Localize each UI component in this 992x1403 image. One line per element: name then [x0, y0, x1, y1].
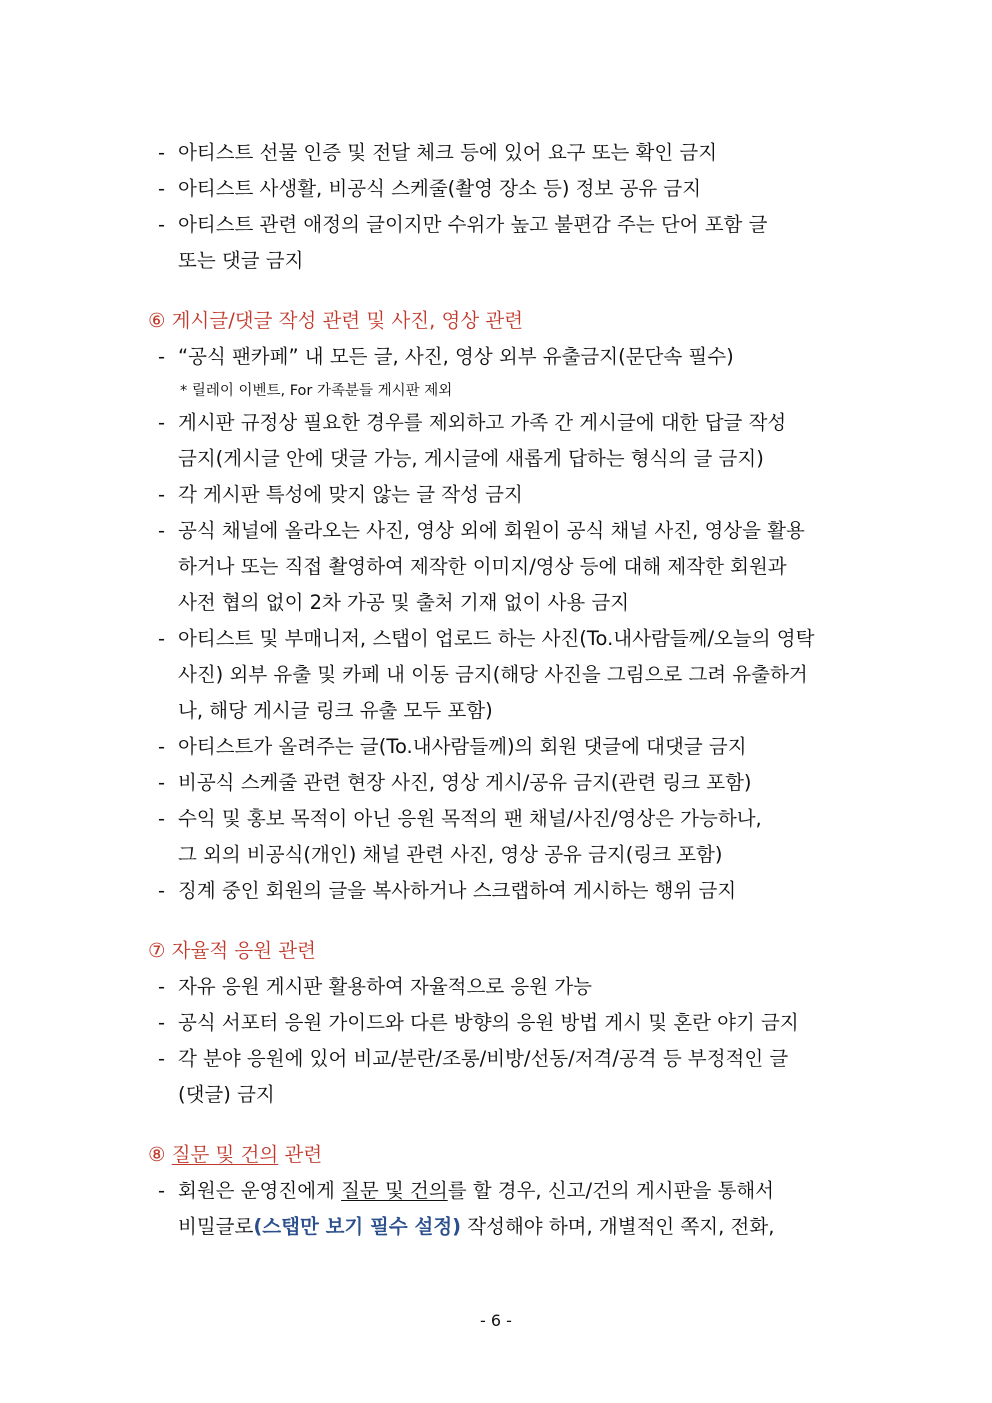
rule-line-cont: 금지(게시글 안에 댓글 가능, 게시글에 새롭게 답하는 형식의 글 금지)	[178, 447, 764, 470]
rule-line: 비공식 스케줄 관련 현장 사진, 영상 게시/공유 금지(관련 링크 포함)	[178, 771, 752, 794]
rule-line-cont: 사전 협의 없이 2차 가공 및 출처 기재 없이 사용 금지	[178, 591, 630, 614]
dash: -	[158, 975, 166, 998]
dash: -	[158, 519, 166, 542]
rule-line-cont: 나, 해당 게시글 링크 유출 모두 포함)	[178, 699, 493, 722]
dash: -	[158, 1011, 166, 1034]
rule-line	[178, 1178, 774, 1204]
dash: -	[158, 411, 166, 434]
dash: -	[158, 879, 166, 902]
rule-line: 자유 응원 게시판 활용하여 자율적으로 응원 가능	[178, 975, 592, 998]
heading-number: ⑧	[148, 1143, 172, 1166]
dash: -	[158, 1047, 166, 1070]
rule-line-cont: 하거나 또는 직접 촬영하여 제작한 이미지/영상 등에 대해 제작한 회원과	[178, 555, 787, 578]
dash: -	[158, 177, 166, 200]
rule-line-cont: 또는 댓글 금지	[178, 249, 304, 272]
note-line: * 릴레이 이벤트, For 가족분들 게시판 제외	[180, 383, 453, 399]
text-segment: 비밀글로	[178, 1215, 254, 1238]
rule-line-cont: 사진) 외부 유출 및 카페 내 이동 금지(해당 사진을 그림으로 그려 유출하거	[178, 663, 808, 686]
text-segment: 작성해야 하며, 개별적인 쪽지, 전화,	[461, 1215, 775, 1238]
rule-line: 아티스트 관련 애정의 글이지만 수위가 높고 불편감 주는 단어 포함 글	[178, 213, 768, 236]
rule-line: 아티스트 선물 인증 및 전달 체크 등에 있어 요구 또는 확인 금지	[178, 141, 718, 164]
rule-line: 아티스트가 올려주는 글(To.내사람들께)의 회원 댓글에 대댓글 금지	[178, 735, 747, 758]
rule-line: 수익 및 홍보 목적이 아닌 응원 목적의 팬 채널/사진/영상은 가능하나,	[178, 807, 762, 830]
rule-line-cont: (댓글) 금지	[178, 1083, 275, 1106]
rule-line-cont: 그 외의 비공식(개인) 채널 관련 사진, 영상 공유 금지(링크 포함)	[178, 843, 723, 866]
dash: -	[158, 345, 166, 368]
dash: -	[158, 213, 166, 236]
rule-line: 공식 채널에 올라오는 사진, 영상 외에 회원이 공식 채널 사진, 영상을 활용	[178, 519, 805, 542]
underlined-text: 질문 및 건의	[341, 1179, 448, 1202]
page-number: - 6 -	[480, 1311, 512, 1330]
section-heading-7: ⑦ 자율적 응원 관련	[148, 939, 316, 962]
heading-underlined: 질문 및 건의	[171, 1143, 279, 1166]
rule-line: 각 분야 응원에 있어 비교/분란/조롱/비방/선동/저격/공격 등 부정적인 글	[178, 1047, 789, 1070]
dash: -	[158, 483, 166, 506]
rule-line: 각 게시판 특성에 맞지 않는 글 작성 금지	[178, 483, 523, 506]
rule-line-cont	[178, 1214, 774, 1240]
section-heading-6: ⑥ 게시글/댓글 작성 관련 및 사진, 영상 관련	[148, 309, 524, 332]
section-heading-8	[148, 1142, 322, 1168]
dash: -	[158, 807, 166, 830]
rule-line: 게시판 규정상 필요한 경우를 제외하고 가족 간 게시글에 대한 답글 작성	[178, 411, 787, 434]
rule-line: 공식 서포터 응원 가이드와 다른 방향의 응원 방법 게시 및 혼란 야기 금지	[178, 1011, 799, 1034]
emphasis-text: (스탭만 보기 필수 설정)	[253, 1215, 462, 1238]
dash: -	[158, 141, 166, 164]
dash: -	[158, 1179, 166, 1202]
dash: -	[158, 735, 166, 758]
text-segment: 를 할 경우, 신고/건의 게시판을 통해서	[447, 1179, 775, 1202]
heading-suffix: 관련	[278, 1143, 323, 1166]
text-segment: 회원은 운영진에게	[178, 1179, 342, 1202]
dash: -	[158, 771, 166, 794]
rule-line: 징계 중인 회원의 글을 복사하거나 스크랩하여 게시하는 행위 금지	[178, 879, 737, 902]
dash: -	[158, 627, 166, 650]
rule-line: 아티스트 사생활, 비공식 스케줄(촬영 장소 등) 정보 공유 금지	[178, 177, 702, 200]
rule-line: “공식 팬카페” 내 모든 글, 사진, 영상 외부 유출금지(문단속 필수)	[178, 345, 734, 368]
rule-line: 아티스트 및 부매니저, 스탭이 업로드 하는 사진(To.내사람들께/오늘의 영탁	[178, 627, 815, 650]
